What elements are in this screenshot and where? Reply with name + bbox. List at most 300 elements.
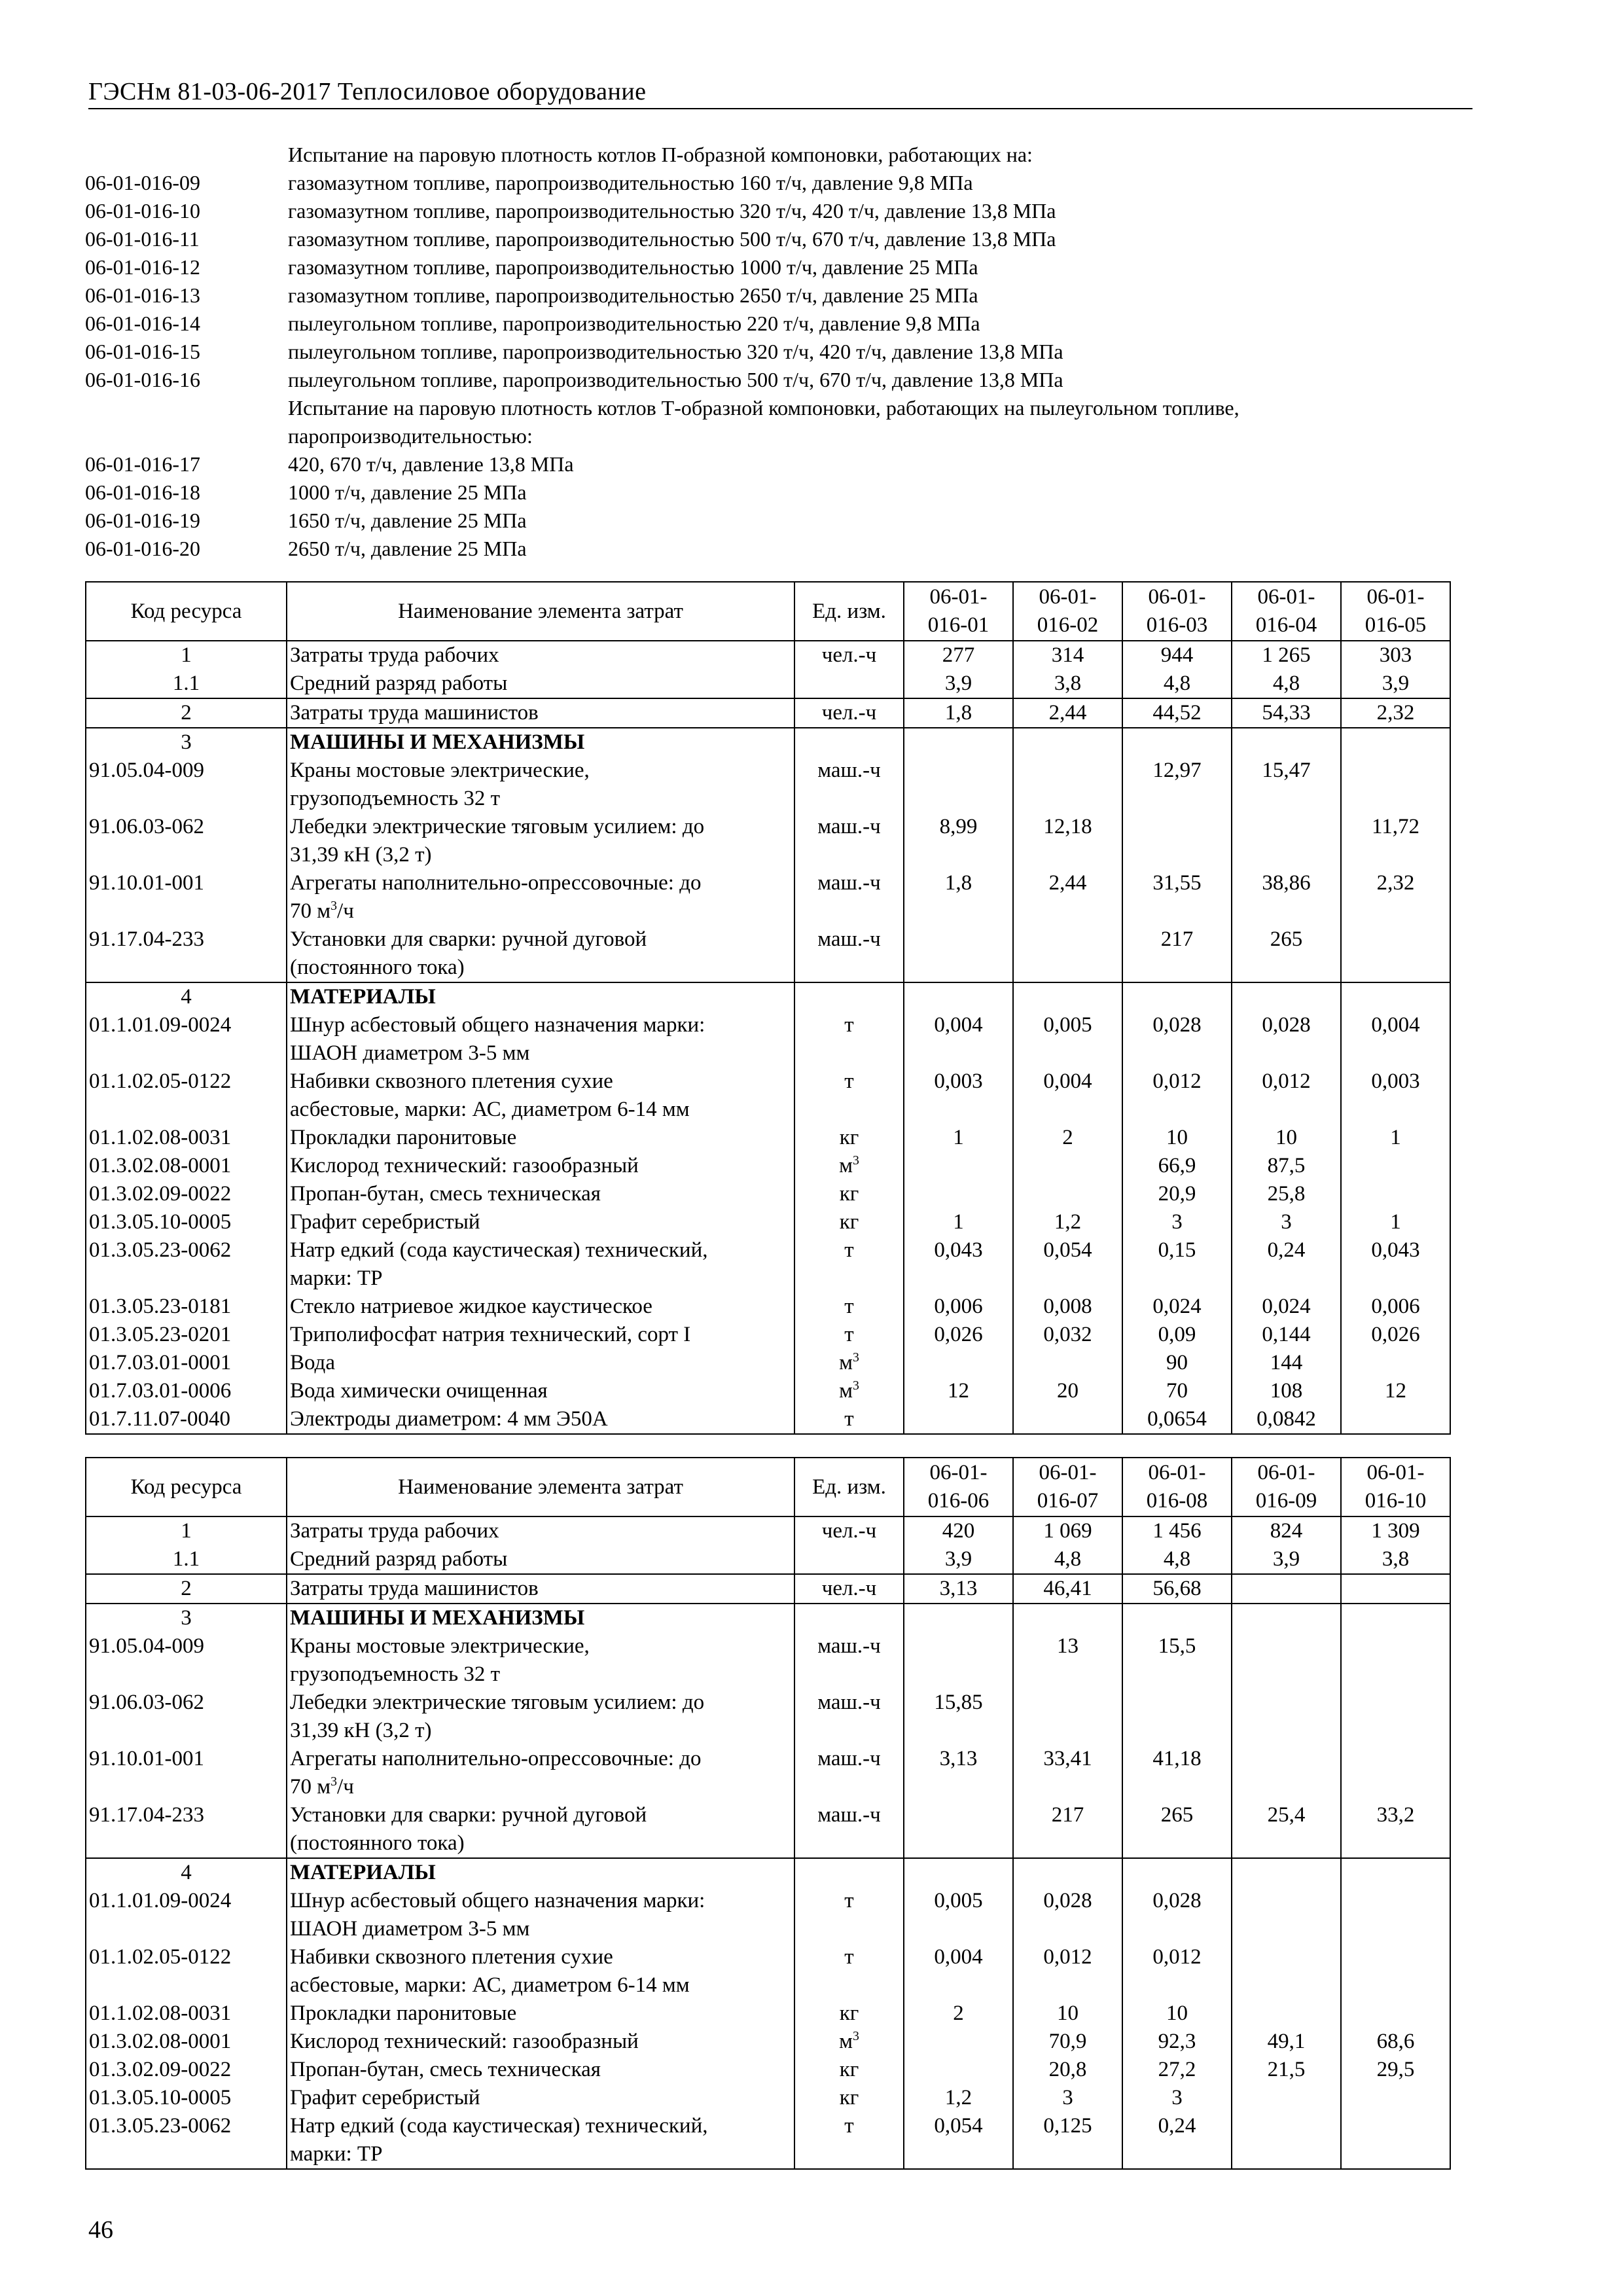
resource-code: 01.3.02.08-0001 <box>86 2028 287 2056</box>
norm-code: 06-01-016-14 <box>85 312 200 335</box>
norm-value <box>1232 728 1341 757</box>
page-number: 46 <box>88 2216 113 2244</box>
cost-element-name: Вода <box>287 1349 794 1377</box>
norm-value: 25,8 <box>1232 1180 1341 1208</box>
unit-of-measure <box>794 728 904 757</box>
norm-list-item <box>85 310 1479 338</box>
header-unit: Ед. изм. <box>794 582 904 641</box>
resource-code: 01.3.05.10-0005 <box>86 1208 287 1236</box>
norm-value <box>1013 728 1122 757</box>
header-resource-code: Код ресурса <box>86 1458 287 1516</box>
norm-value: 54,33 <box>1232 698 1341 728</box>
unit-of-measure: т <box>794 1405 904 1434</box>
norm-value: 0,004 <box>1341 1011 1450 1067</box>
norm-value <box>904 1858 1013 1887</box>
norm-value: 217 <box>1122 925 1232 982</box>
table-row <box>86 1124 1450 1152</box>
norm-value: 1 309 <box>1341 1516 1450 1545</box>
norm-value <box>904 1152 1013 1180</box>
norm-value: 265 <box>1232 925 1341 982</box>
norm-value <box>1232 1632 1341 1689</box>
norm-value <box>904 2028 1013 2056</box>
table-row <box>86 2112 1450 2169</box>
norm-value <box>1232 1858 1341 1887</box>
cost-element-name: Вода химически очищенная <box>287 1377 794 1405</box>
header-norm-code: 06-01- 016-06 <box>904 1458 1013 1516</box>
norm-value: 49,1 <box>1232 2028 1341 2056</box>
norm-value <box>1341 2112 1450 2169</box>
unit-of-measure <box>794 982 904 1011</box>
norm-value: 0,09 <box>1122 1321 1232 1349</box>
norm-value: 0,028 <box>1122 1887 1232 1943</box>
norm-code <box>85 422 288 450</box>
cost-element-name: Стекло натриевое жидкое каустическое <box>287 1293 794 1321</box>
cost-element-name: Средний разряд работы <box>287 1545 794 1574</box>
norm-description: газомазутном топливе, паропроизводительностью 320 т/ч, 420 т/ч, давление 13,8 МПа <box>288 199 1056 223</box>
resource-code: 91.17.04-233 <box>86 1801 287 1858</box>
norm-value: 20 <box>1013 1377 1122 1405</box>
unit-of-measure: маш.-ч <box>794 813 904 869</box>
norm-value: 0,125 <box>1013 2112 1122 2169</box>
cost-element-name: МАШИНЫ И МЕХАНИЗМЫ <box>287 1604 794 1632</box>
unit-of-measure: $м^3$ <box>794 2028 904 2056</box>
unit-of-measure: маш.-ч <box>794 869 904 925</box>
cost-element-name: Шнур асбестовый общего назначения марки: ШАОН диаметром 3-5 мм <box>287 1887 794 1943</box>
norm-value: 15,5 <box>1122 1632 1232 1689</box>
norm-description: пылеугольном топливе, паропроизводительностью 320 т/ч, 420 т/ч, давление 13,8 МПа <box>288 340 1063 363</box>
norm-value: 0,028 <box>1013 1887 1122 1943</box>
table-row <box>86 813 1450 869</box>
norm-value <box>904 1604 1013 1632</box>
unit-of-measure: маш.-ч <box>794 757 904 813</box>
resource-code: 2 <box>86 1574 287 1604</box>
norm-list-item <box>85 253 1479 281</box>
norm-value <box>1232 1887 1341 1943</box>
norm-value: 25,4 <box>1232 1801 1341 1858</box>
norm-value: 3 <box>1013 2084 1122 2112</box>
cost-element-name: Натр едкий (сода каустическая) технический, марки: ТР <box>287 1236 794 1293</box>
cost-element-name: Набивки сквозного плетения сухие асбестовые, марки: АС, диаметром 6-14 мм <box>287 1943 794 2000</box>
resource-code: 91.06.03-062 <box>86 813 287 869</box>
resource-code: 1 <box>86 641 287 670</box>
norm-value: 12 <box>904 1377 1013 1405</box>
resource-code: 3 <box>86 1604 287 1632</box>
norm-value: 944 <box>1122 641 1232 670</box>
norm-code: 06-01-016-15 <box>85 340 200 363</box>
cost-element-name: Пропан-бутан, смесь техническая <box>287 1180 794 1208</box>
unit-of-measure: кг <box>794 2056 904 2084</box>
cost-element-name: Агрегаты наполнительно-опрессовочные: до 70 $м^3/ч$ <box>287 1745 794 1801</box>
norm-value: 0,024 <box>1122 1293 1232 1321</box>
norm-value: 1 <box>904 1208 1013 1236</box>
cost-element-name: Средний разряд работы <box>287 670 794 698</box>
norm-value: 824 <box>1232 1516 1341 1545</box>
table-row <box>86 869 1450 925</box>
resource-code: 01.1.02.08-0031 <box>86 1124 287 1152</box>
norm-value: 10 <box>1232 1124 1341 1152</box>
norm-value: 0,012 <box>1232 1067 1341 1124</box>
cost-element-name: Набивки сквозного плетения сухие асбестовые, марки: АС, диаметром 6-14 мм <box>287 1067 794 1124</box>
norm-value: 1 069 <box>1013 1516 1122 1545</box>
norm-value: 0,026 <box>1341 1321 1450 1349</box>
resource-code: 01.3.05.10-0005 <box>86 2084 287 2112</box>
norm-value: 3,9 <box>1232 1545 1341 1574</box>
norm-value <box>1122 1604 1232 1632</box>
resource-code: 1.1 <box>86 1545 287 1574</box>
norm-value: 303 <box>1341 641 1450 670</box>
header-resource-code: Код ресурса <box>86 582 287 641</box>
norm-value: 420 <box>904 1516 1013 1545</box>
resource-code: 91.10.01-001 <box>86 1745 287 1801</box>
norm-value: 3,9 <box>1341 670 1450 698</box>
cost-element-name: Прокладки паронитовые <box>287 2000 794 2028</box>
norm-value: 0,004 <box>1013 1067 1122 1124</box>
norm-value: 2,32 <box>1341 698 1450 728</box>
cost-element-name: Кислород технический: газообразный <box>287 1152 794 1180</box>
norm-value: 1 <box>904 1124 1013 1152</box>
norm-value: 0,054 <box>1013 1236 1122 1293</box>
norm-value: 0,005 <box>904 1887 1013 1943</box>
norm-value: 56,68 <box>1122 1574 1232 1604</box>
norm-value <box>1013 925 1122 982</box>
cost-element-name: Лебедки электрические тяговым усилием: до 31,39 кН (3,2 т) <box>287 1689 794 1745</box>
table-header-row <box>86 582 1450 641</box>
norm-description: 1000 т/ч, давление 25 МПа <box>288 480 527 504</box>
norm-value: 3 <box>1122 2084 1232 2112</box>
resource-code: 01.3.05.23-0062 <box>86 2112 287 2169</box>
norm-description: Испытание на паровую плотность котлов Т-образной компоновки, работающих на пылеугольном топливе, <box>288 396 1240 420</box>
norm-value <box>1232 1574 1341 1604</box>
norm-value: 265 <box>1122 1801 1232 1858</box>
norm-value: 2,32 <box>1341 869 1450 925</box>
norm-value <box>1013 1858 1122 1887</box>
unit-of-measure: маш.-ч <box>794 1745 904 1801</box>
table-row <box>86 1887 1450 1943</box>
norm-value: 0,008 <box>1013 1293 1122 1321</box>
resource-code: 01.3.02.09-0022 <box>86 2056 287 2084</box>
unit-of-measure: т <box>794 1011 904 1067</box>
norm-value: 217 <box>1013 1801 1122 1858</box>
norm-value: 20,8 <box>1013 2056 1122 2084</box>
norm-list-item <box>85 478 1479 507</box>
norm-value: 41,18 <box>1122 1745 1232 1801</box>
norm-value: 0,012 <box>1013 1943 1122 2000</box>
table-row <box>86 1377 1450 1405</box>
norm-value <box>1341 2084 1450 2112</box>
unit-of-measure <box>794 1604 904 1632</box>
norm-value <box>1232 2112 1341 2169</box>
cost-element-name: Триполифосфат натрия технический, сорт I <box>287 1321 794 1349</box>
table-row <box>86 2000 1450 2028</box>
norm-value: 0,003 <box>904 1067 1013 1124</box>
norm-value: 0,15 <box>1122 1236 1232 1293</box>
header-norm-code: 06-01- 016-09 <box>1232 1458 1341 1516</box>
table-row <box>86 1801 1450 1858</box>
norm-value: 0,003 <box>1341 1067 1450 1124</box>
norm-value: 33,2 <box>1341 1801 1450 1858</box>
norm-value <box>1341 1745 1450 1801</box>
resource-code: 4 <box>86 1858 287 1887</box>
norm-value: 10 <box>1122 1124 1232 1152</box>
header-norm-code: 06-01- 016-02 <box>1013 582 1122 641</box>
resource-code: 01.1.02.05-0122 <box>86 1067 287 1124</box>
norm-value <box>1232 813 1341 869</box>
norm-value <box>1232 982 1341 1011</box>
norm-value: 0,012 <box>1122 1067 1232 1124</box>
norm-list-item <box>85 281 1479 310</box>
norm-value: 46,41 <box>1013 1574 1122 1604</box>
norm-value: 3 <box>1232 1208 1341 1236</box>
resource-code: 91.05.04-009 <box>86 1632 287 1689</box>
norm-value <box>1341 925 1450 982</box>
norm-value <box>904 925 1013 982</box>
norm-value <box>904 1349 1013 1377</box>
cost-element-name: Электроды диаметром: 4 мм Э50А <box>287 1405 794 1434</box>
norm-value <box>904 1180 1013 1208</box>
table-row <box>86 1516 1450 1545</box>
table-row <box>86 1067 1450 1124</box>
header-norm-code: 06-01- 016-08 <box>1122 1458 1232 1516</box>
norm-value: 1,8 <box>904 869 1013 925</box>
norm-value: 10 <box>1122 2000 1232 2028</box>
norm-value: 70 <box>1122 1377 1232 1405</box>
resource-code: 2 <box>86 698 287 728</box>
norm-description: 2650 т/ч, давление 25 МПа <box>288 537 527 560</box>
resource-code: 91.10.01-001 <box>86 869 287 925</box>
resource-code: 01.1.01.09-0024 <box>86 1887 287 1943</box>
norm-description: Испытание на паровую плотность котлов П-образной компоновки, работающих на: <box>288 143 1033 166</box>
header-norm-code: 06-01- 016-05 <box>1341 582 1450 641</box>
norm-value <box>1013 757 1122 813</box>
resource-code: 01.3.05.23-0201 <box>86 1321 287 1349</box>
cost-element-name: Кислород технический: газообразный <box>287 2028 794 2056</box>
cost-element-name: МАШИНЫ И МЕХАНИЗМЫ <box>287 728 794 757</box>
norm-value: 1 <box>1341 1208 1450 1236</box>
norm-description: паропроизводительностью: <box>288 424 533 448</box>
norm-value <box>1341 1858 1450 1887</box>
norm-value: 1 <box>1341 1124 1450 1152</box>
header-norm-code: 06-01- 016-03 <box>1122 582 1232 641</box>
table-header-row <box>86 1458 1450 1516</box>
unit-of-measure: кг <box>794 2000 904 2028</box>
norm-value: 66,9 <box>1122 1152 1232 1180</box>
resource-table-1 <box>85 581 1451 1435</box>
table-row <box>86 1180 1450 1208</box>
resource-code: 1.1 <box>86 670 287 698</box>
norm-value <box>1232 1604 1341 1632</box>
norm-code: 06-01-016-10 <box>85 199 200 223</box>
norm-list <box>85 141 1479 563</box>
norm-value: 2,44 <box>1013 869 1122 925</box>
norm-value: 0,028 <box>1122 1011 1232 1067</box>
cost-element-name: МАТЕРИАЛЫ <box>287 982 794 1011</box>
table-row <box>86 728 1450 757</box>
unit-of-measure: $м^3$ <box>794 1377 904 1405</box>
norm-value <box>1341 728 1450 757</box>
unit-of-measure: чел.-ч <box>794 641 904 670</box>
header-unit: Ед. изм. <box>794 1458 904 1516</box>
header-cost-element: Наименование элемента затрат <box>287 582 794 641</box>
cost-element-name: Лебедки электрические тяговым усилием: до 31,39 кН (3,2 т) <box>287 813 794 869</box>
norm-value: 12,97 <box>1122 757 1232 813</box>
norm-value: 44,52 <box>1122 698 1232 728</box>
header-rule <box>88 108 1472 109</box>
norm-value: 92,3 <box>1122 2028 1232 2056</box>
norm-value <box>1013 1180 1122 1208</box>
cost-element-name: Затраты труда рабочих <box>287 1516 794 1545</box>
table-row <box>86 698 1450 728</box>
unit-of-measure: маш.-ч <box>794 1689 904 1745</box>
cost-element-name: Краны мостовые электрические, грузоподъемность 32 т <box>287 1632 794 1689</box>
norm-value: 4,8 <box>1013 1545 1122 1574</box>
header-norm-code: 06-01- 016-07 <box>1013 1458 1122 1516</box>
unit-of-measure: $м^3$ <box>794 1349 904 1377</box>
norm-description: газомазутном топливе, паропроизводительностью 160 т/ч, давление 9,8 МПа <box>288 171 973 194</box>
norm-value <box>904 2056 1013 2084</box>
cost-element-name: Затраты труда машинистов <box>287 698 794 728</box>
norm-value <box>1232 1689 1341 1745</box>
norm-value: 8,99 <box>904 813 1013 869</box>
norm-description: пылеугольном топливе, паропроизводительностью 220 т/ч, давление 9,8 МПа <box>288 312 980 335</box>
cost-element-name: Затраты труда рабочих <box>287 641 794 670</box>
cost-element-name: Пропан-бутан, смесь техническая <box>287 2056 794 2084</box>
norm-value: 3,8 <box>1013 670 1122 698</box>
norm-value <box>1013 1349 1122 1377</box>
norm-value: 0,0654 <box>1122 1405 1232 1434</box>
resource-code: 01.1.01.09-0024 <box>86 1011 287 1067</box>
unit-of-measure: маш.-ч <box>794 1801 904 1858</box>
norm-value: 3,13 <box>904 1745 1013 1801</box>
table-row <box>86 641 1450 670</box>
norm-value <box>1122 813 1232 869</box>
norm-value: 0,24 <box>1232 1236 1341 1293</box>
cost-element-name: Затраты труда машинистов <box>287 1574 794 1604</box>
norm-value <box>1232 2000 1341 2028</box>
table-row <box>86 1349 1450 1377</box>
norm-description: пылеугольном топливе, паропроизводительностью 500 т/ч, 670 т/ч, давление 13,8 МПа <box>288 368 1063 391</box>
unit-of-measure: т <box>794 1293 904 1321</box>
norm-value <box>1232 1745 1341 1801</box>
resource-code: 01.3.05.23-0062 <box>86 1236 287 1293</box>
norm-value: 0,004 <box>904 1011 1013 1067</box>
unit-of-measure <box>794 1545 904 1574</box>
norm-value: 87,5 <box>1232 1152 1341 1180</box>
norm-value: 68,6 <box>1341 2028 1450 2056</box>
norm-description: газомазутном топливе, паропроизводительностью 2650 т/ч, давление 25 МПа <box>288 283 978 307</box>
table-row <box>86 2028 1450 2056</box>
header-norm-code: 06-01- 016-10 <box>1341 1458 1450 1516</box>
cost-element-name: Установки для сварки: ручной дуговой (постоянного тока) <box>287 925 794 982</box>
header-cost-element: Наименование элемента затрат <box>287 1458 794 1516</box>
norm-value <box>904 728 1013 757</box>
norm-list-item <box>85 535 1479 563</box>
table-row <box>86 670 1450 698</box>
table-row <box>86 2084 1450 2112</box>
unit-of-measure: маш.-ч <box>794 1632 904 1689</box>
norm-value: 0,006 <box>1341 1293 1450 1321</box>
table-row <box>86 1293 1450 1321</box>
table-row <box>86 1604 1450 1632</box>
norm-value <box>1122 728 1232 757</box>
cost-element-name: Прокладки паронитовые <box>287 1124 794 1152</box>
cost-element-name: Установки для сварки: ручной дуговой (постоянного тока) <box>287 1801 794 1858</box>
norm-value <box>1341 2000 1450 2028</box>
norm-code: 06-01-016-13 <box>85 283 200 307</box>
norm-value: 0,032 <box>1013 1321 1122 1349</box>
unit-of-measure <box>794 670 904 698</box>
norm-list-item <box>85 169 1479 197</box>
table-row <box>86 1321 1450 1349</box>
resource-code: 1 <box>86 1516 287 1545</box>
norm-value: 13 <box>1013 1632 1122 1689</box>
norm-value: 3,13 <box>904 1574 1013 1604</box>
norm-code: 06-01-016-12 <box>85 255 200 279</box>
norm-value: 12 <box>1341 1377 1450 1405</box>
table-row <box>86 1858 1450 1887</box>
norm-value <box>1013 1689 1122 1745</box>
norm-value <box>1013 1604 1122 1632</box>
norm-value: 12,18 <box>1013 813 1122 869</box>
table-row <box>86 1745 1450 1801</box>
unit-of-measure: т <box>794 1236 904 1293</box>
resource-code: 3 <box>86 728 287 757</box>
norm-value: 3,8 <box>1341 1545 1450 1574</box>
norm-value <box>1341 1689 1450 1745</box>
norm-description: газомазутном топливе, паропроизводительностью 500 т/ч, 670 т/ч, давление 13,8 МПа <box>288 227 1056 251</box>
table-row <box>86 1632 1450 1689</box>
norm-value <box>1341 1574 1450 1604</box>
norm-value: 0,144 <box>1232 1321 1341 1349</box>
norm-value: 38,86 <box>1232 869 1341 925</box>
norm-value: 27,2 <box>1122 2056 1232 2084</box>
resource-code: 01.3.05.23-0181 <box>86 1293 287 1321</box>
unit-of-measure: чел.-ч <box>794 698 904 728</box>
unit-of-measure: т <box>794 1321 904 1349</box>
norm-list-item <box>85 394 1479 422</box>
resource-code: 01.3.02.08-0001 <box>86 1152 287 1180</box>
unit-of-measure: кг <box>794 1124 904 1152</box>
resource-code: 91.06.03-062 <box>86 1689 287 1745</box>
cost-element-name: Графит серебристый <box>287 2084 794 2112</box>
norm-value <box>1013 1152 1122 1180</box>
resource-table-2 <box>85 1457 1451 2170</box>
table-row <box>86 1011 1450 1067</box>
resource-code: 01.7.11.07-0040 <box>86 1405 287 1434</box>
norm-list-item <box>85 422 1479 450</box>
norm-value <box>904 1632 1013 1689</box>
unit-of-measure: т <box>794 1887 904 1943</box>
norm-code <box>85 141 288 169</box>
table-row <box>86 1943 1450 2000</box>
norm-description: 420, 670 т/ч, давление 13,8 МПа <box>288 452 574 476</box>
norm-value <box>1341 1604 1450 1632</box>
norm-value <box>1232 1943 1341 2000</box>
norm-value <box>1341 1405 1450 1434</box>
unit-of-measure: $м^3$ <box>794 1152 904 1180</box>
table-row <box>86 757 1450 813</box>
norm-code: 06-01-016-17 <box>85 452 200 476</box>
norm-value <box>1341 1887 1450 1943</box>
norm-code: 06-01-016-20 <box>85 537 200 560</box>
table-row <box>86 1545 1450 1574</box>
unit-of-measure: т <box>794 2112 904 2169</box>
cost-element-name: Краны мостовые электрические, грузоподъемность 32 т <box>287 757 794 813</box>
norm-value: 70,9 <box>1013 2028 1122 2056</box>
unit-of-measure: кг <box>794 1180 904 1208</box>
unit-of-measure: чел.-ч <box>794 1574 904 1604</box>
norm-value: 1,2 <box>904 2084 1013 2112</box>
table-row <box>86 1574 1450 1604</box>
